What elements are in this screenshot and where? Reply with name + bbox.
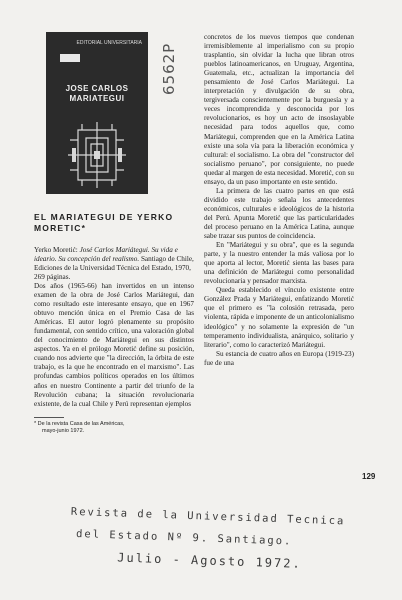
- note-line-3: Julio - Agosto 1972.: [117, 550, 302, 571]
- handwritten-catalog-number: 6562P: [160, 42, 178, 95]
- page-number: 129: [362, 472, 376, 481]
- cover-mark: [60, 54, 80, 62]
- right-paragraph-5: Su estancia de cuatro años en Europa (1919-23) fue de una: [204, 349, 354, 367]
- right-column: [204, 33, 354, 368]
- cover-artwork: [58, 120, 136, 190]
- handwritten-source-note: [69, 501, 371, 577]
- note-line-1: Revista de la Universidad Tecnica: [70, 505, 346, 528]
- left-paragraph: Dos años (1965-66) han invertidos en un intenso examen de la obra de José Carlos Mariátegui, dan como resultado este interesante ensayo, que en 1967 obtuvo mención única en el Premio Casa de las Américas. El autor logró plenamente su propósito fundamental, con sentido crítico, una valoración global del conocimiento de Mariátegui en sus distintos aspectos. Ya en el prólogo Moretić define su posición, cuando nos advierte que "la dirección, la órbita de este trabajo, es la que he encontrado en el marxismo". Las profundas cambios políticos operados en los últimos años en nuestro Continente a partir del triunfo de la Revolución cubana; la situación revolucionaria existente, de la cual Chile y Perú representan ejemplos: [34, 282, 194, 408]
- bibliographic-reference: Yerko Moretić: José Carlos Mariátegui. Su vida e ideario. Su concepción del realismo. Santiago de Chile, Ediciones de la Universidad Técnica del Estado, 1970, 269 páginas.: [34, 246, 194, 281]
- right-paragraph-1: concretos de los nuevos tiempos que condenan irremisiblemente al imperialismo con su propio trasplantio, sin olvidar la lucha que libran otros pueblos latinoamericanos, en Uruguay, Argentina, Guatemala, etc., actualizan la importancia del pensamiento de José Carlos Mariátegui. La interpretación y divulgación de su obra, tergiversada conscientemente por la burguesía y a veces incomprendida y desconocida por los revolucionarios, es hoy un acto de insoslayable necesidad para todos aquellos que, como Mariátegui, comprenden que en la América Latina existe una sola vía para la liberación económica y cultural: el socialismo. La obra del "constructor del socialismo peruano", por consiguiente, no puede quedar al margen de esta necesidad. Moretić, con su ensayo, da un paso importante en este sentido.: [204, 33, 354, 186]
- book-cover: [46, 32, 148, 194]
- left-column: [34, 212, 194, 435]
- note-line-2: del Estado Nº 9. Santiago.: [75, 527, 293, 548]
- cover-author: JOSE CARLOS MARIATEGUI: [65, 84, 129, 103]
- right-paragraph-2: La primera de las cuatro partes en que está dividido este trabajo señala los antecedentes económicos, culturales e ideológicos de la historia del Perú. Apunta Moretić que las particularidades del proceso peruano en la América Latina, aunque sabe trazar sus puntos de coincidencia.: [204, 186, 354, 241]
- footnote: * De la revista Casa de las Américas, mayo-junio 1972.: [34, 420, 125, 434]
- cover-publisher: EDITORIAL UNIVERSITARIA: [76, 40, 142, 46]
- footnote-rule: [34, 417, 64, 418]
- right-paragraph-4: Queda establecido el vínculo existente entre González Prada y Mariátegui, enfatizando Moretić que el primero es "la colosión retrasada, pero violenta, rápida e imponente de un anticolonialismo ideológico" y no solamente la expresión de "un temperamento individualista, anárquico, solitario y literario", como lo caracterizó Mariátegui.: [204, 286, 354, 349]
- right-paragraph-3: En "Mariátegui y su obra", que es la segunda parte, y la nuestro entender la más valiosa por lo que aporta al lector, Moretić sienta las bases para una definición de Mariátegui como personalidad revolucionaria y pensador marxista.: [204, 241, 354, 286]
- review-title: EL MARIATEGUI DE YERKO MORETIC*: [34, 212, 174, 233]
